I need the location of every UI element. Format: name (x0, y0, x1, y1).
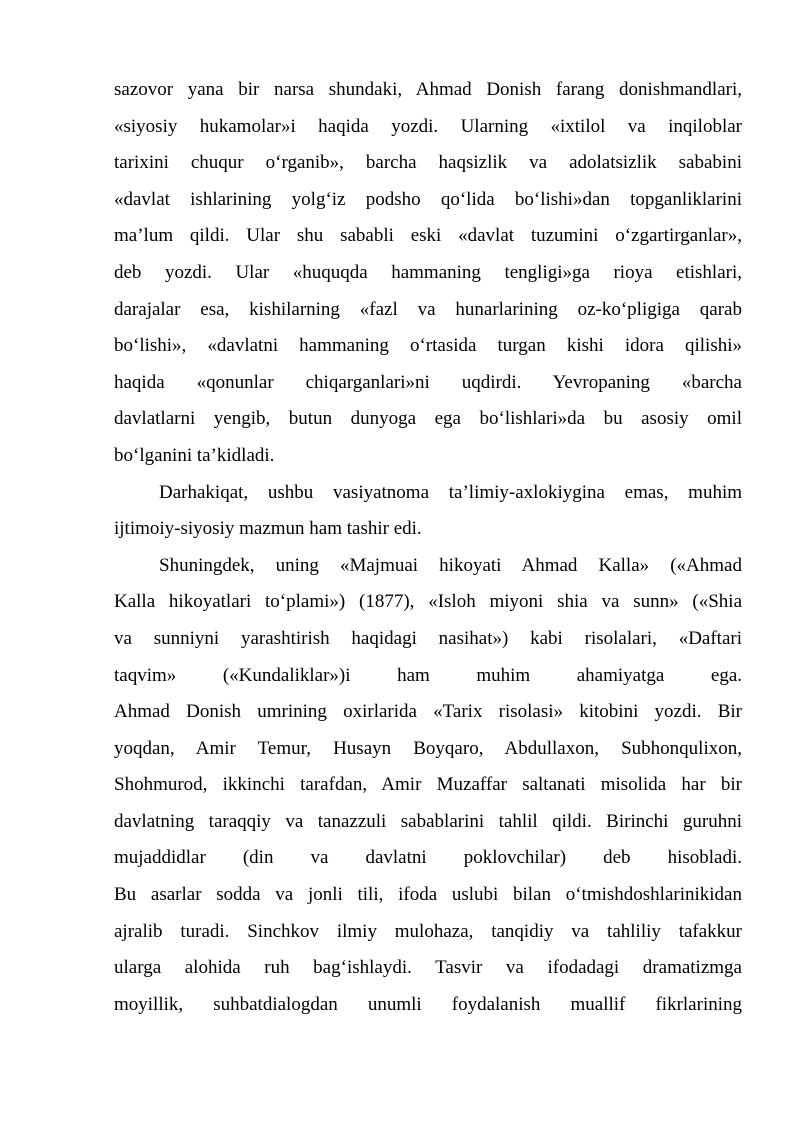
text-line: darajalar esa, kishilarning «fazl va hunarlarining oz-ko‘pligiga qarab (114, 298, 742, 320)
text-line: Shuningdek, uning «Majmuai hikoyati Ahmad Kalla» («Ahmad (159, 554, 742, 576)
text-line: ajralib turadi. Sinchkov ilmiy mulohaza, tanqidiy va tahliliy tafakkur (114, 920, 742, 942)
text-line: «siyosiy hukamolar»i haqida yozdi. Ularning «ixtilol va inqiloblar (114, 115, 742, 137)
text-line: Bu asarlar sodda va jonli tili, ifoda uslubi bilan o‘tmishdoshlarinikidan (114, 884, 742, 906)
text-line: ma’lum qildi. Ular shu sababli eski «davlat tuzumini o‘zgartirganlar», (114, 225, 742, 247)
text-line: Kalla hikoyatlari to‘plami») (1877), «Isloh miyoni shia va sunn» («Shia (114, 591, 742, 613)
text-line: haqida «qonunlar chiqarganlari»ni uqdirdi. Yevropaning «barcha (114, 371, 742, 393)
text-line: va sunniyni yarashtirish haqidagi nasihat») kabi risolalari, «Daftari (114, 627, 742, 649)
text-line: sazovor yana bir narsa shundaki, Ahmad Donish farang donishmandlari, (114, 79, 742, 100)
text-line: mujaddidlar (din va davlatni poklovchilar) deb hisobladi. (114, 847, 742, 869)
text-line: moyillik, suhbatdialogdan unumli foydalanish muallif fikrlarining (114, 993, 742, 1015)
text-line: yoqdan, Amir Temur, Husayn Boyqaro, Abdullaxon, Subhonqulixon, (114, 737, 742, 759)
text-line: bo‘lishi», «davlatni hammaning o‘rtasida turgan kishi idora qilishi» (114, 335, 742, 357)
text-line: deb yozdi. Ular «huquqda hammaning tengligi»ga rioya etishlari, (114, 261, 742, 283)
text-line: taqvim» («Kundaliklar»)i ham muhim ahamiyatga ega. (114, 664, 742, 686)
text-line: ijtimoiy-siyosiy mazmun ham tashir edi. (114, 518, 422, 540)
text-line: ularga alohida ruh bag‘ishlaydi. Tasvir va ifodadagi dramatizmga (114, 957, 742, 979)
text-line: «davlat ishlarining yolg‘iz podsho qo‘lida bo‘lishi»dan topganliklarini (114, 188, 742, 210)
text-line: Ahmad Donish umrining oxirlarida «Tarix risolasi» kitobini yozdi. Bir (114, 701, 742, 723)
text-line: davlatlarni yengib, butun dunyoga ega bo‘lishlari»da bu asosiy omil (114, 408, 742, 430)
text-line: Darhakiqat, ushbu vasiyatnoma ta’limiy-axlokiygina emas, muhim (159, 481, 742, 503)
text-line: tarixini chuqur o‘rganib», barcha haqsizlik va adolatsizlik sababini (114, 152, 742, 174)
document-page (114, 72, 742, 1023)
text-line: davlatning taraqqiy va tanazzuli sabablarini tahlil qildi. Birinchi guruhni (114, 810, 742, 832)
text-line: Shohmurod, ikkinchi tarafdan, Amir Muzaffar saltanati misolida har bir (114, 774, 742, 796)
text-line: bo‘lganini ta’kidladi. (114, 444, 275, 466)
